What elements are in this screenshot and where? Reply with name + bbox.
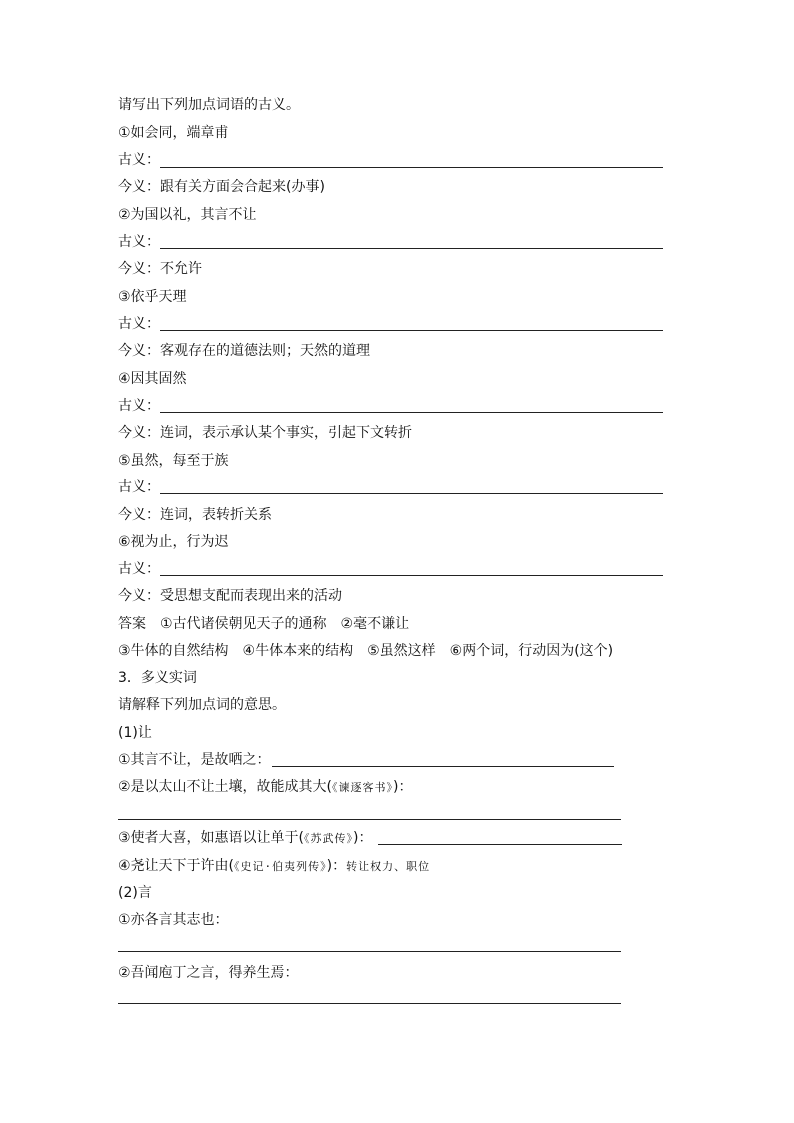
gu-label-5: 古义： — [118, 479, 160, 495]
answer-blank-3[interactable] — [160, 330, 663, 331]
rang-question-2: ②是以太山不让土壤，故能成其大(《谏逐客书》)： — [118, 779, 413, 795]
question-5: ⑤虽然，每至于族 — [118, 453, 229, 469]
gu-label-1: 古义： — [118, 152, 160, 168]
yan-question-1: ①亦各言其志也： — [118, 912, 229, 928]
rang-blank-1[interactable] — [272, 766, 614, 767]
source-citation: 《苏武传》 — [304, 832, 354, 845]
answer-label: 答案 — [118, 616, 146, 632]
yan-blank-1[interactable] — [118, 951, 621, 952]
section-title: 3．多义实词 — [118, 670, 197, 686]
answer-blank-5[interactable] — [160, 493, 663, 494]
question-3: ③依乎天理 — [118, 289, 187, 305]
jin-text-1: 今义：跟有关方面会合起来(办事) — [118, 179, 325, 195]
rang-question-3: ③使者大喜，如惠语以让单于(《苏武传》)： — [118, 830, 373, 846]
jin-text-3: 今义：客观存在的道德法则；天然的道理 — [118, 343, 370, 359]
source-citation: 《史记·伯夷列传》 — [234, 860, 327, 873]
jin-text-4: 今义：连词，表示承认某个事实，引起下文转折 — [118, 425, 412, 441]
rang-blank-2[interactable] — [118, 819, 621, 820]
gu-label-4: 古义： — [118, 398, 160, 414]
answer-line-2: ③牛体的自然结构 ④牛体本来的结构 ⑤虽然这样 ⑥两个词，行动因为(这个) — [118, 643, 614, 659]
question-4: ④因其固然 — [118, 371, 187, 387]
rang-question-1: ①其言不让，是故哂之： — [118, 752, 271, 768]
answer-blank-1[interactable] — [160, 167, 663, 168]
gu-label-6: 古义： — [118, 561, 160, 577]
question-1: ①如会同，端章甫 — [118, 125, 229, 141]
subsection-yan: (2)言 — [118, 885, 152, 901]
answer-blank-4[interactable] — [160, 412, 663, 413]
rang-question-4: ④尧让天下于许由(《史记·伯夷列传》)：转让权力、职位 — [118, 858, 431, 874]
source-citation: 《谏逐客书》 — [332, 781, 394, 794]
intro-text: 请写出下列加点词语的古义。 — [118, 97, 300, 113]
answer-text-1: ①古代诸侯朝见天子的通称 ②毫不谦让 — [160, 616, 410, 632]
gu-label-3: 古义： — [118, 316, 160, 332]
rang-answer-4: 转让权力、职位 — [346, 860, 431, 873]
question-6: ⑥视为止，行为迟 — [118, 534, 229, 550]
jin-text-2: 今义：不允许 — [118, 261, 202, 277]
rang-blank-3[interactable] — [378, 844, 622, 845]
gu-label-2: 古义： — [118, 234, 160, 250]
yan-question-2: ②吾闻庖丁之言，得养生焉： — [118, 965, 299, 981]
answer-blank-6[interactable] — [160, 575, 663, 576]
jin-text-6: 今义：受思想支配而表现出来的活动 — [118, 588, 342, 604]
answer-line-1 — [118, 615, 409, 633]
yan-blank-2[interactable] — [118, 1003, 621, 1004]
question-2: ②为国以礼，其言不让 — [118, 207, 257, 223]
section-instruction: 请解释下列加点词的意思。 — [118, 697, 286, 713]
answer-blank-2[interactable] — [160, 248, 663, 249]
subsection-rang: (1)让 — [118, 725, 152, 741]
jin-text-5: 今义：连词，表转折关系 — [118, 507, 272, 523]
